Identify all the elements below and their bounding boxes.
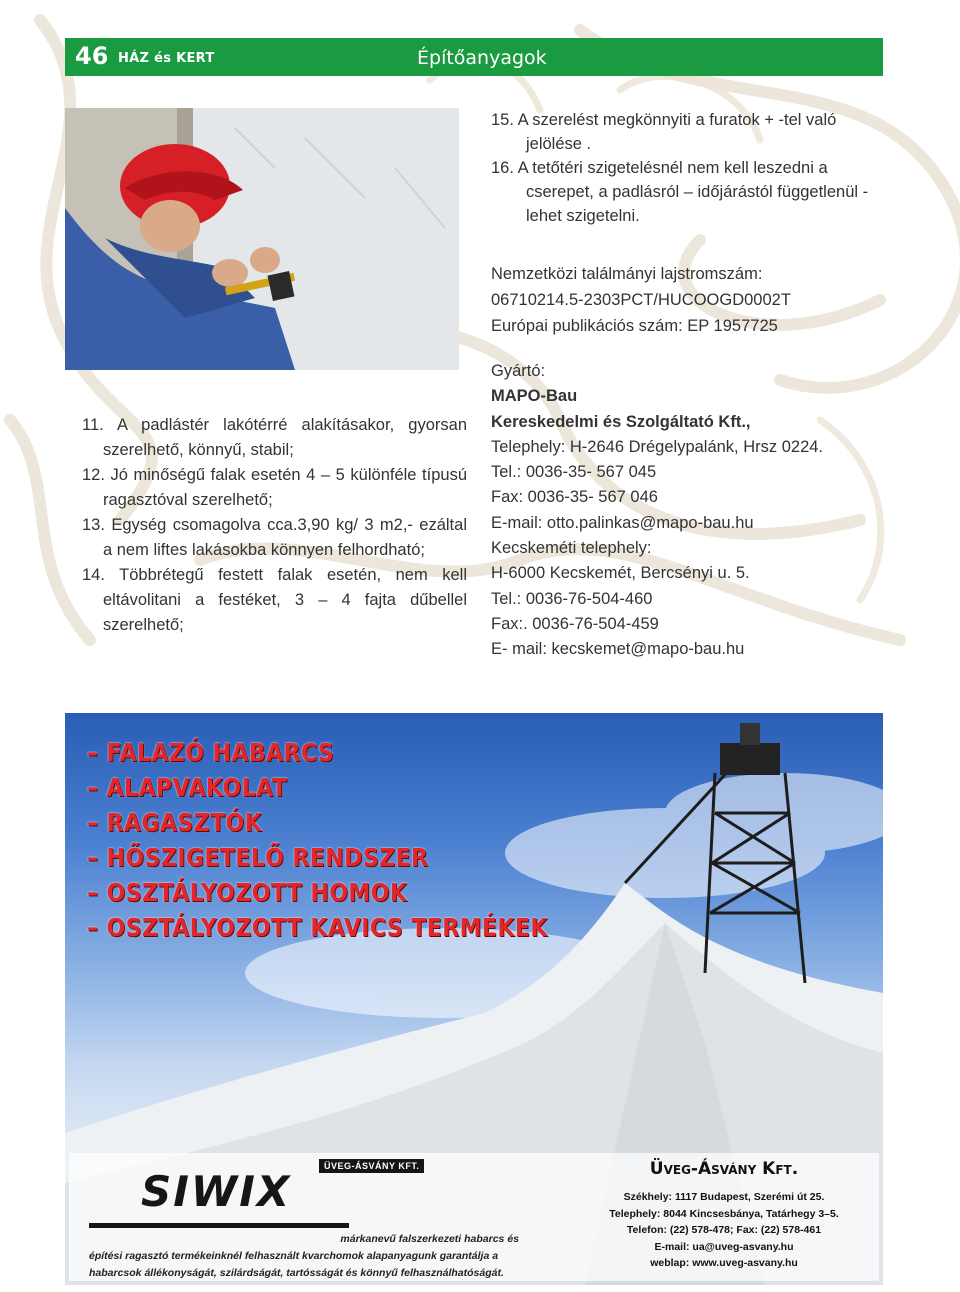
ad-tagline: – HŐSZIGETELŐ RENDSZER bbox=[87, 843, 429, 872]
ad-description-line: építési ragasztó termékeinknél felhasznált kvarchomok alapanyagunk garantálja a bbox=[89, 1250, 499, 1262]
manufacturer-contact bbox=[491, 359, 823, 663]
insulation-work-photo bbox=[65, 108, 459, 370]
category-title: Építőanyagok bbox=[417, 47, 547, 69]
page-header-bar bbox=[65, 38, 883, 76]
ad-company-name: Üveg-Ásvány Kft. bbox=[649, 1159, 799, 1179]
siwix-badge: ÜVEG-ÁSVÁNY KFT. bbox=[319, 1159, 424, 1173]
email: E-mail: otto.palinkas@mapo-bau.hu bbox=[491, 513, 754, 532]
kecskemet-label: Kecskeméti telephely: bbox=[491, 539, 652, 558]
feature-list-right bbox=[491, 108, 883, 228]
ad-description bbox=[89, 1231, 519, 1282]
manufacturer-label: Gyártó: bbox=[491, 362, 546, 380]
kecskemet-address: H-6000 Kecskemét, Bercsényi u. 5. bbox=[491, 564, 750, 583]
ad-tagline: – FALAZÓ HABARCS bbox=[87, 738, 335, 767]
section-title: HÁZ és KERT bbox=[118, 51, 215, 66]
list-item: 16. A tetőtéri szigetelésnél nem kell leszedni a cserepet, a padlásról – időjárástól függetlenül - lehet szigetelni. bbox=[491, 159, 869, 225]
fax: Fax: 0036-35- 567 046 bbox=[491, 488, 658, 507]
siwix-advertisement bbox=[65, 713, 883, 1285]
ad-footer-panel bbox=[69, 1153, 879, 1281]
ad-website: weblap: www.uveg-asvany.hu bbox=[650, 1257, 798, 1269]
ad-phone: Telefon: (22) 578-478; Fax: (22) 578-461 bbox=[626, 1224, 822, 1236]
company-name-suffix: Kereskedelmi és Szolgáltató Kft., bbox=[491, 412, 751, 431]
kecskemet-phone: Tel.: 0036-76-504-460 bbox=[491, 589, 653, 608]
siwix-logo: SIWIX bbox=[141, 1167, 292, 1216]
ad-tagline: – OSZTÁLYOZOTT KAVICS TERMÉKEK bbox=[87, 913, 548, 942]
list-item: 14. Többrétegű festett falak esetén, nem kell eltávolitani a festéket, 3 – 4 fajta dűbellel szerelhető; bbox=[82, 566, 467, 634]
ad-description-line: habarcsok állékonyságát, szilárdságát, tartósságát és könnyű felhasználhatóságát. bbox=[89, 1267, 504, 1279]
list-item: 15. A szerelést megkönnyiti a furatok + -tel való jelölése . bbox=[491, 111, 837, 153]
ad-site: Telephely: 8044 Kincsesbánya, Tatárhegy 3–5. bbox=[609, 1207, 839, 1220]
feature-list-left bbox=[82, 413, 467, 638]
company-name: MAPO-Bau bbox=[491, 387, 578, 406]
kecskemet-email: E- mail: kecskemet@mapo-bau.hu bbox=[491, 640, 745, 659]
registration-label: Nemzetközi találmányi lajstromszám: bbox=[491, 265, 763, 283]
ad-tagline: – RAGASZTÓK bbox=[87, 808, 263, 837]
publication-number: Európai publikációs szám: EP 1957725 bbox=[491, 317, 778, 335]
registration-info bbox=[491, 261, 791, 339]
page-number: 46 bbox=[75, 42, 109, 70]
ad-hq: Székhely: 1117 Budapest, Szerémi út 25. bbox=[623, 1191, 825, 1203]
worker-illustration bbox=[65, 108, 459, 370]
list-item: 12. Jó minőségű falak esetén 4 – 5 különféle típusú ragasztóval szerelhető; bbox=[82, 466, 467, 509]
ad-email: E-mail: ua@uveg-asvany.hu bbox=[654, 1240, 794, 1253]
list-item: 11. A padlástér lakótérré alakításakor, gyorsan szerelhető, könnyű, stabil; bbox=[82, 416, 467, 459]
logo-underline bbox=[89, 1223, 349, 1228]
registration-number: 06710214.5-2303PCT/HUCOOGD0002T bbox=[491, 291, 791, 309]
ad-company-info bbox=[589, 1159, 859, 1272]
ad-tagline: – ALAPVAKOLAT bbox=[87, 773, 288, 802]
site-address: Telephely: H-2646 Drégelypalánk, Hrsz 0224. bbox=[491, 437, 824, 456]
list-item: 13. Egység csomagolva cca.3,90 kg/ 3 m2,- ezáltal a nem liftes lakásokba könnyen felhordható; bbox=[82, 516, 467, 559]
ad-tagline: – OSZTÁLYOZOTT HOMOK bbox=[87, 878, 408, 907]
phone: Tel.: 0036-35- 567 045 bbox=[491, 463, 657, 482]
kecskemet-fax: Fax:. 0036-76-504-459 bbox=[491, 614, 659, 633]
ad-description-line: márkanevű falszerkezeti habarcs és bbox=[340, 1233, 519, 1245]
